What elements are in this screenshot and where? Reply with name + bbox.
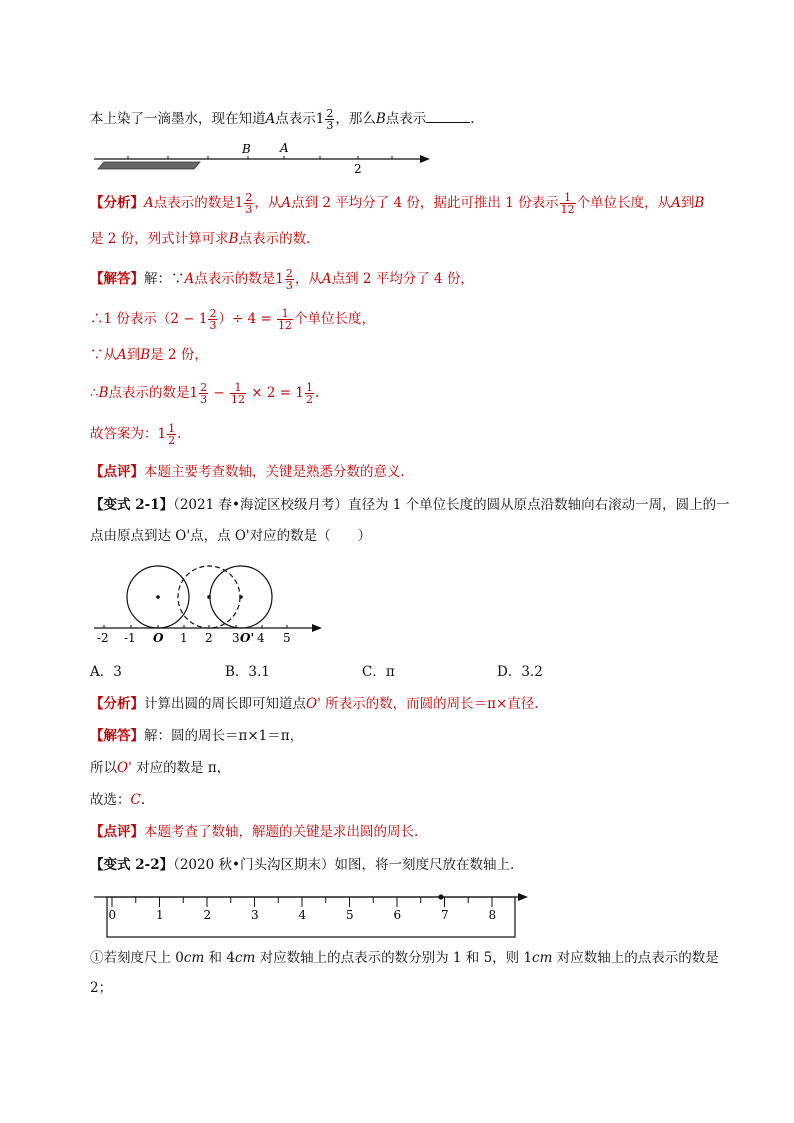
analysis-1-line-2: 是 2 份，列式计算可求B点表示的数. xyxy=(90,231,311,247)
ruler-label: 4 xyxy=(298,908,307,922)
number-line-figure-1 xyxy=(90,140,435,176)
solution-1-line-3: ∵从A到B是 2 份， xyxy=(90,347,208,363)
ruler-labels xyxy=(109,908,497,922)
comment-1: 【点评】本题主要考查数轴，关键是熟悉分数的意义. xyxy=(90,464,405,480)
ruler-label: 6 xyxy=(393,908,402,922)
tick-label: 5 xyxy=(283,631,291,645)
option-b[interactable]: B．3.1 xyxy=(225,664,270,680)
axis-arrow xyxy=(518,893,528,901)
center-dot xyxy=(207,595,211,599)
ruler xyxy=(107,897,515,937)
tick-label: -1 xyxy=(124,631,136,645)
ink-blot xyxy=(98,162,200,169)
center-dot xyxy=(156,595,160,599)
option-c[interactable]: C．π xyxy=(362,664,395,680)
origin-label: O xyxy=(153,631,164,645)
axis-arrow xyxy=(420,155,430,163)
label-a: A xyxy=(280,141,289,155)
axis-arrow xyxy=(312,624,322,632)
tick-label: 3 xyxy=(232,631,240,645)
tick-label: 2 xyxy=(205,631,213,645)
ruler-label: 2 xyxy=(203,908,212,922)
ruler-label: 5 xyxy=(346,908,354,922)
variant-2-1-line-2: 点由原点到达 O'点，点 O'对应的数是（ ） xyxy=(90,528,372,544)
ruler-label: 3 xyxy=(251,908,259,922)
option-d[interactable]: D．3.2 xyxy=(497,664,543,680)
solution-1-line-1: 【解答】解：∵A点表示的数是1 $\frac{2}{3}$ ，从A点到 2 平均分了 4 份， xyxy=(90,267,474,292)
option-a[interactable]: A．3 xyxy=(90,664,122,680)
variant-2-2: 【变式 2-2】（2020 秋•门头沟区期末）如图，将一刻度尺放在数轴上. xyxy=(90,857,515,873)
solution-2-line-3: 故选：C. xyxy=(90,792,146,808)
tick-label-2: 2 xyxy=(354,162,362,176)
fraction: $\frac{2}{3}$ xyxy=(326,107,334,132)
tick-label: 4 xyxy=(257,631,265,645)
answer-blank xyxy=(426,110,470,123)
ruler-figure xyxy=(90,888,535,943)
o-prime-label: O' xyxy=(240,631,255,645)
question-intro: 本上染了一滴墨水，现在知道A点表示1 $\frac{2}{3}$ ，那么B点表示 . xyxy=(90,107,475,132)
solution-1-answer: 故答案为：1 $\frac{1}{2}$ . xyxy=(90,422,182,447)
tick-label: -2 xyxy=(97,631,109,645)
variant-2-1-line-1: 【变式 2-1】（2021 春•海淀区校级月考）直径为 1 个单位长度的圆从原点沿数轴向右滚动一周，圆上的一 xyxy=(90,497,730,513)
question-3-line-2: 2； xyxy=(90,980,113,996)
analysis-1-line-1: 【分析】A点表示的数是1 $\frac{2}{3}$ ，从A点到 2 平均分了 4 份，据此可推出 1 份表示 $\frac{1}{12}$ 个单位长度，从A到B xyxy=(90,191,705,216)
solution-1-line-2: ∴1 份表示（2 − 1 $\frac{2}{3}$ ）÷ 4 = $\frac{1}{12}$ 个单位长度， xyxy=(90,307,376,332)
ruler-label: 1 xyxy=(156,908,164,922)
ruler-ticks xyxy=(112,897,492,907)
solution-2-line-2: 所以O' 对应的数是 π， xyxy=(90,760,231,776)
ruler-label: 8 xyxy=(488,908,497,922)
tick-label: 1 xyxy=(180,631,188,645)
center-dot xyxy=(239,595,243,599)
rolling-circle-figure xyxy=(90,558,330,648)
label-b: B xyxy=(242,142,251,156)
ruler-label: 7 xyxy=(441,908,449,922)
question-3-line-1: ①若刻度尺上 0cm 和 4cm 对应数轴上的点表示的数分别为 1 和 5，则 1cm 对应数轴上的点表示的数是 xyxy=(90,950,719,966)
comment-2: 【点评】本题考查了数轴，解题的关键是求出圆的周长. xyxy=(90,824,419,840)
solution-2-line-1: 【解答】解：圆的周长＝π×1＝π， xyxy=(90,728,304,744)
analysis-2: 【分析】计算出圆的周长即可知道点O' 所表示的数，而圆的周长＝π×直径. xyxy=(90,696,539,712)
solution-1-line-4: ∴B点表示的数是1 $\frac{2}{3}$ − $\frac{1}{12}$ × 2 = 1 $\frac{1}{2}$ . xyxy=(90,381,320,406)
ruler-label: 0 xyxy=(108,908,117,922)
